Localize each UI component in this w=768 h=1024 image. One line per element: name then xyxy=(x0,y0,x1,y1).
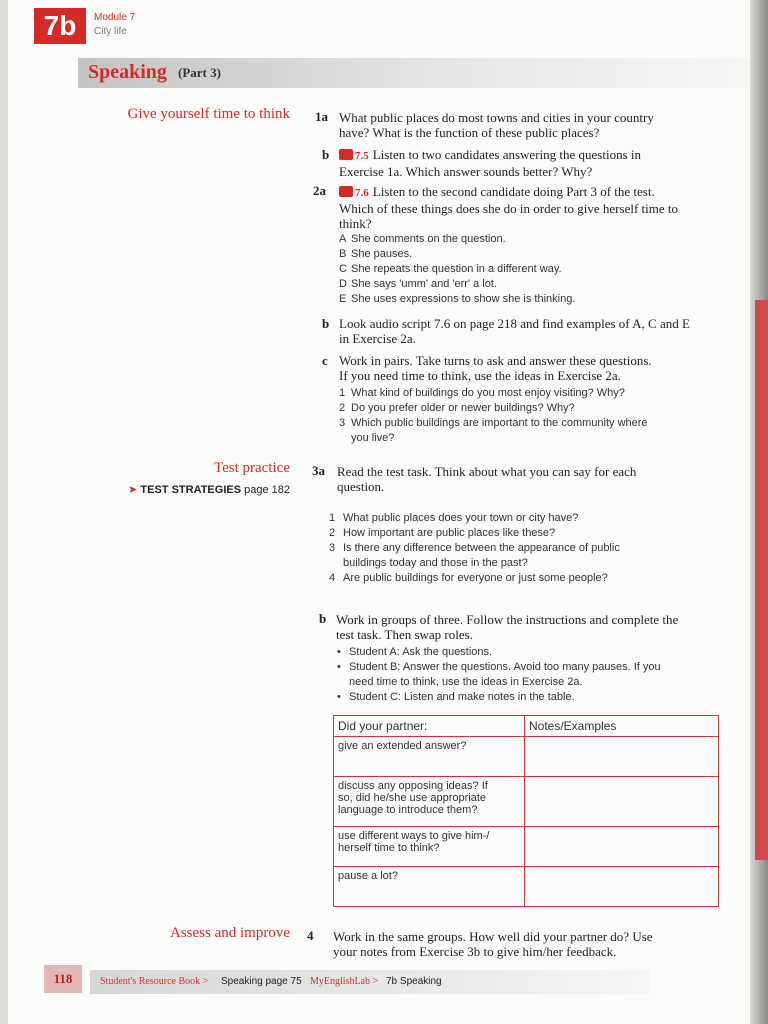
exercise-3b-line: Work in groups of three. Follow the instructions and complete the xyxy=(336,612,679,627)
table-cell: pause a lot? xyxy=(334,867,525,907)
page-binding xyxy=(0,0,8,1024)
exercise-2a-line: Which of these things does she do in order to give herself time to xyxy=(339,201,679,216)
exercise-3b xyxy=(336,612,678,642)
exercise-2b xyxy=(339,316,690,346)
table-header: Notes/Examples xyxy=(525,716,719,737)
exercise-3b-number: b xyxy=(319,611,327,626)
notes-cell[interactable] xyxy=(525,827,719,867)
exercise-2a-line: think? xyxy=(339,216,372,231)
notes-cell[interactable] xyxy=(525,777,719,827)
footer-srb: Student's Resource Book > xyxy=(100,976,209,987)
bullet-item: need time to think, use the ideas in Exercise 2a. xyxy=(349,676,583,688)
exercise-2b-line: in Exercise 2a. xyxy=(339,331,416,346)
exercise-2c xyxy=(339,353,652,383)
exercise-2a xyxy=(339,184,678,231)
exercise-1a-line: have? What is the function of these public places? xyxy=(339,125,600,140)
audio-track: 7.5 xyxy=(355,150,369,162)
footer-srb-page: Speaking page 75 xyxy=(221,976,302,987)
question-item: 1 What public places does your town or city have? xyxy=(329,512,579,524)
test-strategies-link[interactable] xyxy=(128,483,290,496)
table-cell: use different ways to give him-/ herself time to think? xyxy=(334,827,525,867)
option-item: B She pauses. xyxy=(339,248,413,260)
question-item: 2 Do you prefer older or newer buildings? Why? xyxy=(339,402,575,414)
sidebar-test-practice: Test practice xyxy=(214,460,290,476)
exercise-1a-line: What public places do most towns and cities in your country xyxy=(339,110,654,125)
exercise-4-line: your notes from Exercise 3b to give him/her feedback. xyxy=(333,944,617,959)
test-strategies-label: TEST STRATEGIES xyxy=(140,484,242,496)
option-item: C She repeats the question in a different way. xyxy=(339,263,562,275)
exercise-3a-line: question. xyxy=(337,479,385,494)
module-title: Module 7 xyxy=(94,12,136,23)
exercise-1a-number: 1a xyxy=(315,109,328,124)
exercise-4-number: 4 xyxy=(307,928,314,943)
bullet-item: • Student A: Ask the questions. xyxy=(337,646,493,658)
exercise-2a-number: 2a xyxy=(313,183,326,198)
question-item: 4 Are public buildings for everyone or just some people? xyxy=(329,572,608,584)
question-item: 3 Is there any difference between the appearance of public xyxy=(329,542,620,554)
exercise-1b-line: Listen to two candidates answering the questions in xyxy=(372,147,642,162)
notes-table xyxy=(333,715,719,907)
notes-cell[interactable] xyxy=(525,737,719,777)
exercise-3a-questions xyxy=(329,511,620,586)
question-item: buildings today and those in the past? xyxy=(343,557,528,569)
table-cell: give an extended answer? xyxy=(334,737,525,777)
exercise-3b-bullets xyxy=(337,645,661,705)
exercise-1a xyxy=(339,110,654,140)
question-item: 1 What kind of buildings do you most enjoy visiting? Why? xyxy=(339,387,625,399)
section-title: Speaking xyxy=(88,61,167,83)
exercise-4-line: Work in the same groups. How well did your partner do? Use xyxy=(333,929,653,944)
exercise-2b-number: b xyxy=(322,316,330,331)
page-edge-tab xyxy=(755,300,768,860)
table-row xyxy=(334,867,719,907)
arrow-icon: ➤ xyxy=(128,484,138,496)
exercise-2c-line: Work in pairs. Take turns to ask and answer these questions. xyxy=(339,353,652,368)
table-row xyxy=(334,777,719,827)
question-item: 2 How important are public places like these? xyxy=(329,527,556,539)
exercise-2b-line: Look audio script 7.6 on page 218 and find examples of A, C and E xyxy=(339,316,690,331)
exercise-2c-number: c xyxy=(322,353,328,368)
audio-icon[interactable] xyxy=(339,186,353,197)
option-item: A She comments on the question. xyxy=(339,233,506,245)
exercise-2c-line: If you need time to think, use the ideas in Exercise 2a. xyxy=(339,368,621,383)
test-strategies-page: page 182 xyxy=(244,484,290,496)
exercise-2c-questions xyxy=(339,386,648,446)
exercise-3a-number: 3a xyxy=(312,463,325,478)
exercise-1b-number: b xyxy=(322,147,330,162)
bullet-item: • Student C: Listen and make notes in the table. xyxy=(337,691,575,703)
page-number: 118 xyxy=(44,965,82,993)
exercise-3b-line: test task. Then swap roles. xyxy=(336,627,473,642)
sidebar-give-time: Give yourself time to think xyxy=(127,106,290,122)
audio-track: 7.6 xyxy=(355,187,369,199)
table-row xyxy=(334,827,719,867)
option-item: E She uses expressions to show she is thinking. xyxy=(339,293,576,305)
sidebar-assess: Assess and improve xyxy=(170,925,290,941)
section-banner xyxy=(78,58,750,88)
option-item: D She says 'umm' and 'err' a lot. xyxy=(339,278,497,290)
audio-icon[interactable] xyxy=(339,149,353,160)
module-badge: 7b xyxy=(34,8,86,44)
exercise-1b xyxy=(339,147,641,179)
footer-mel: MyEnglishLab > xyxy=(310,976,379,987)
exercise-2a-line: Listen to the second candidate doing Part 3 of the test. xyxy=(372,184,655,199)
exercise-3a xyxy=(337,464,636,494)
exercise-1b-line: Exercise 1a. Which answer sounds better? Why? xyxy=(339,164,593,179)
table-cell: discuss any opposing ideas? If so, did he/she use appropriate language to introduce them? xyxy=(334,777,525,827)
question-item: you live? xyxy=(351,432,395,444)
notes-cell[interactable] xyxy=(525,867,719,907)
module-subtitle: City life xyxy=(94,26,127,37)
exercise-3a-line: Read the test task. Think about what you can say for each xyxy=(337,464,637,479)
bullet-item: • Student B: Answer the questions. Avoid too many pauses. If you xyxy=(337,661,661,673)
question-item: 3 Which public buildings are important to the community where xyxy=(339,417,648,429)
section-part: (Part 3) xyxy=(178,65,221,80)
table-header: Did your partner: xyxy=(334,716,525,737)
exercise-2a-options xyxy=(339,232,575,307)
footer-mel-page: 7b Speaking xyxy=(386,976,442,987)
table-row xyxy=(334,737,719,777)
exercise-4 xyxy=(333,929,653,959)
footer-bar xyxy=(90,970,650,994)
